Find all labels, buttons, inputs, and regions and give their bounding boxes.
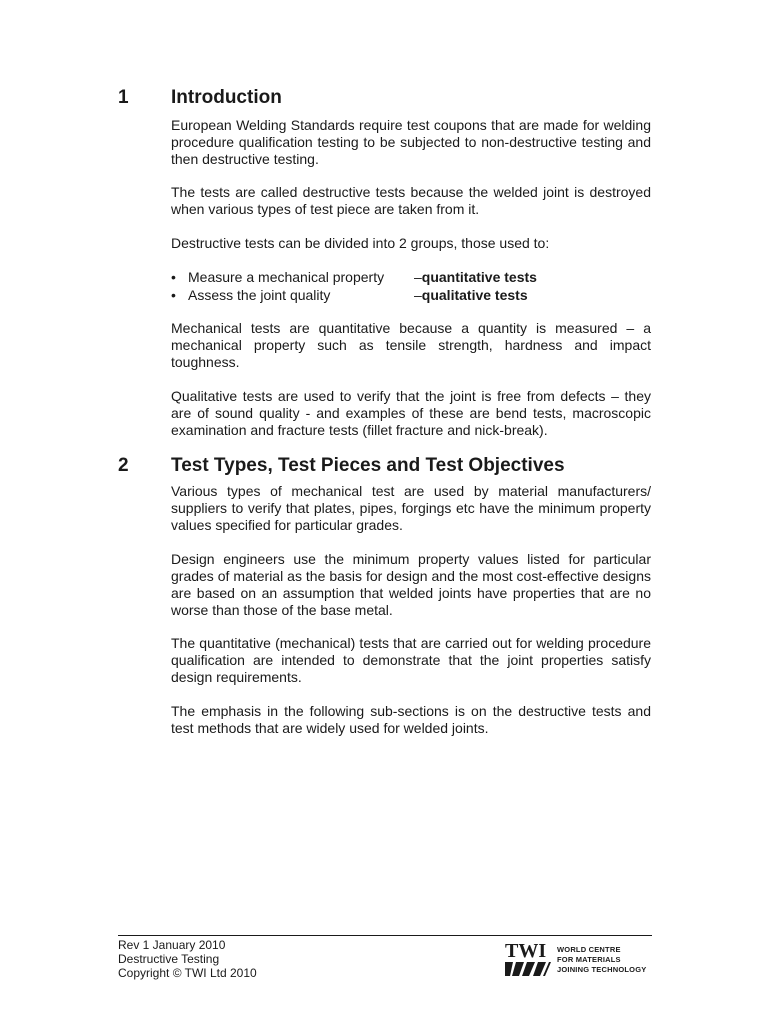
paragraph: The emphasis in the following sub-sections is on the destructive tests and test methods that are widely used for welded joints. [171, 703, 651, 736]
section-title: Introduction [171, 87, 282, 108]
paragraph: European Welding Standards require test coupons that are made for welding procedure qualification testing to be subjected to non-destructive testing and then destructive testing. [171, 117, 651, 167]
list-item [171, 286, 651, 304]
footer-document-title: Destructive Testing [118, 952, 220, 966]
logo-tagline-line: WORLD CENTRE [557, 945, 621, 954]
logo-wordmark: TWI [505, 940, 547, 962]
bullet-result: qualitative tests [421, 287, 528, 303]
paragraph: The tests are called destructive tests because the welded joint is destroyed when various types of test piece are taken from it. [171, 184, 651, 217]
section-number: 1 [118, 87, 129, 108]
paragraph: The quantitative (mechanical) tests that are carried out for welding procedure qualification are intended to demonstrate that the joint properties satisfy design requirements. [171, 635, 651, 685]
bullet-dash: – [414, 287, 422, 303]
paragraph: Qualitative tests are used to verify that the joint is free from defects – they are of sound quality - and examples of these are bend tests, macroscopic examination and fracture tests (fillet fracture and nick-break). [171, 388, 651, 438]
logo-tagline-line: JOINING TECHNOLOGY [557, 965, 647, 974]
logo-tagline-line: FOR MATERIALS [557, 955, 621, 964]
paragraph: Destructive tests can be divided into 2 groups, those used to: [171, 235, 550, 251]
section-title: Test Types, Test Pieces and Test Objectives [171, 455, 565, 476]
bullet-result: quantitative tests [421, 269, 537, 285]
paragraph: Design engineers use the minimum property values listed for particular grades of material as the basis for design and the most cost-effective designs are based on an assumption that welded joints have properties that are no worse than those of the base metal. [171, 551, 651, 618]
bullet-icon: • [171, 287, 176, 303]
section-2-heading [118, 455, 565, 477]
bullet-text: Measure a mechanical property [188, 269, 385, 285]
list-item [171, 268, 651, 286]
section-1-heading [118, 87, 282, 109]
footer-divider [118, 935, 652, 936]
logo-tagline [557, 945, 646, 975]
paragraph: Mechanical tests are quantitative because a quantity is measured – a mechanical property such as tensile strength, hardness and impact toughness. [171, 320, 651, 370]
bullet-dash: – [414, 269, 422, 285]
footer-info [118, 938, 257, 980]
footer-copyright: Copyright © TWI Ltd 2010 [118, 966, 257, 980]
bullet-icon: • [171, 269, 176, 285]
footer-revision: Rev 1 January 2010 [118, 938, 226, 952]
bullet-text: Assess the joint quality [188, 287, 331, 303]
paragraph: Various types of mechanical test are used by material manufacturers/ suppliers to verify that plates, pipes, forgings etc have the minimum property values specified for particular grades. [171, 483, 651, 533]
section-number: 2 [118, 455, 129, 476]
bullet-list [171, 268, 651, 304]
